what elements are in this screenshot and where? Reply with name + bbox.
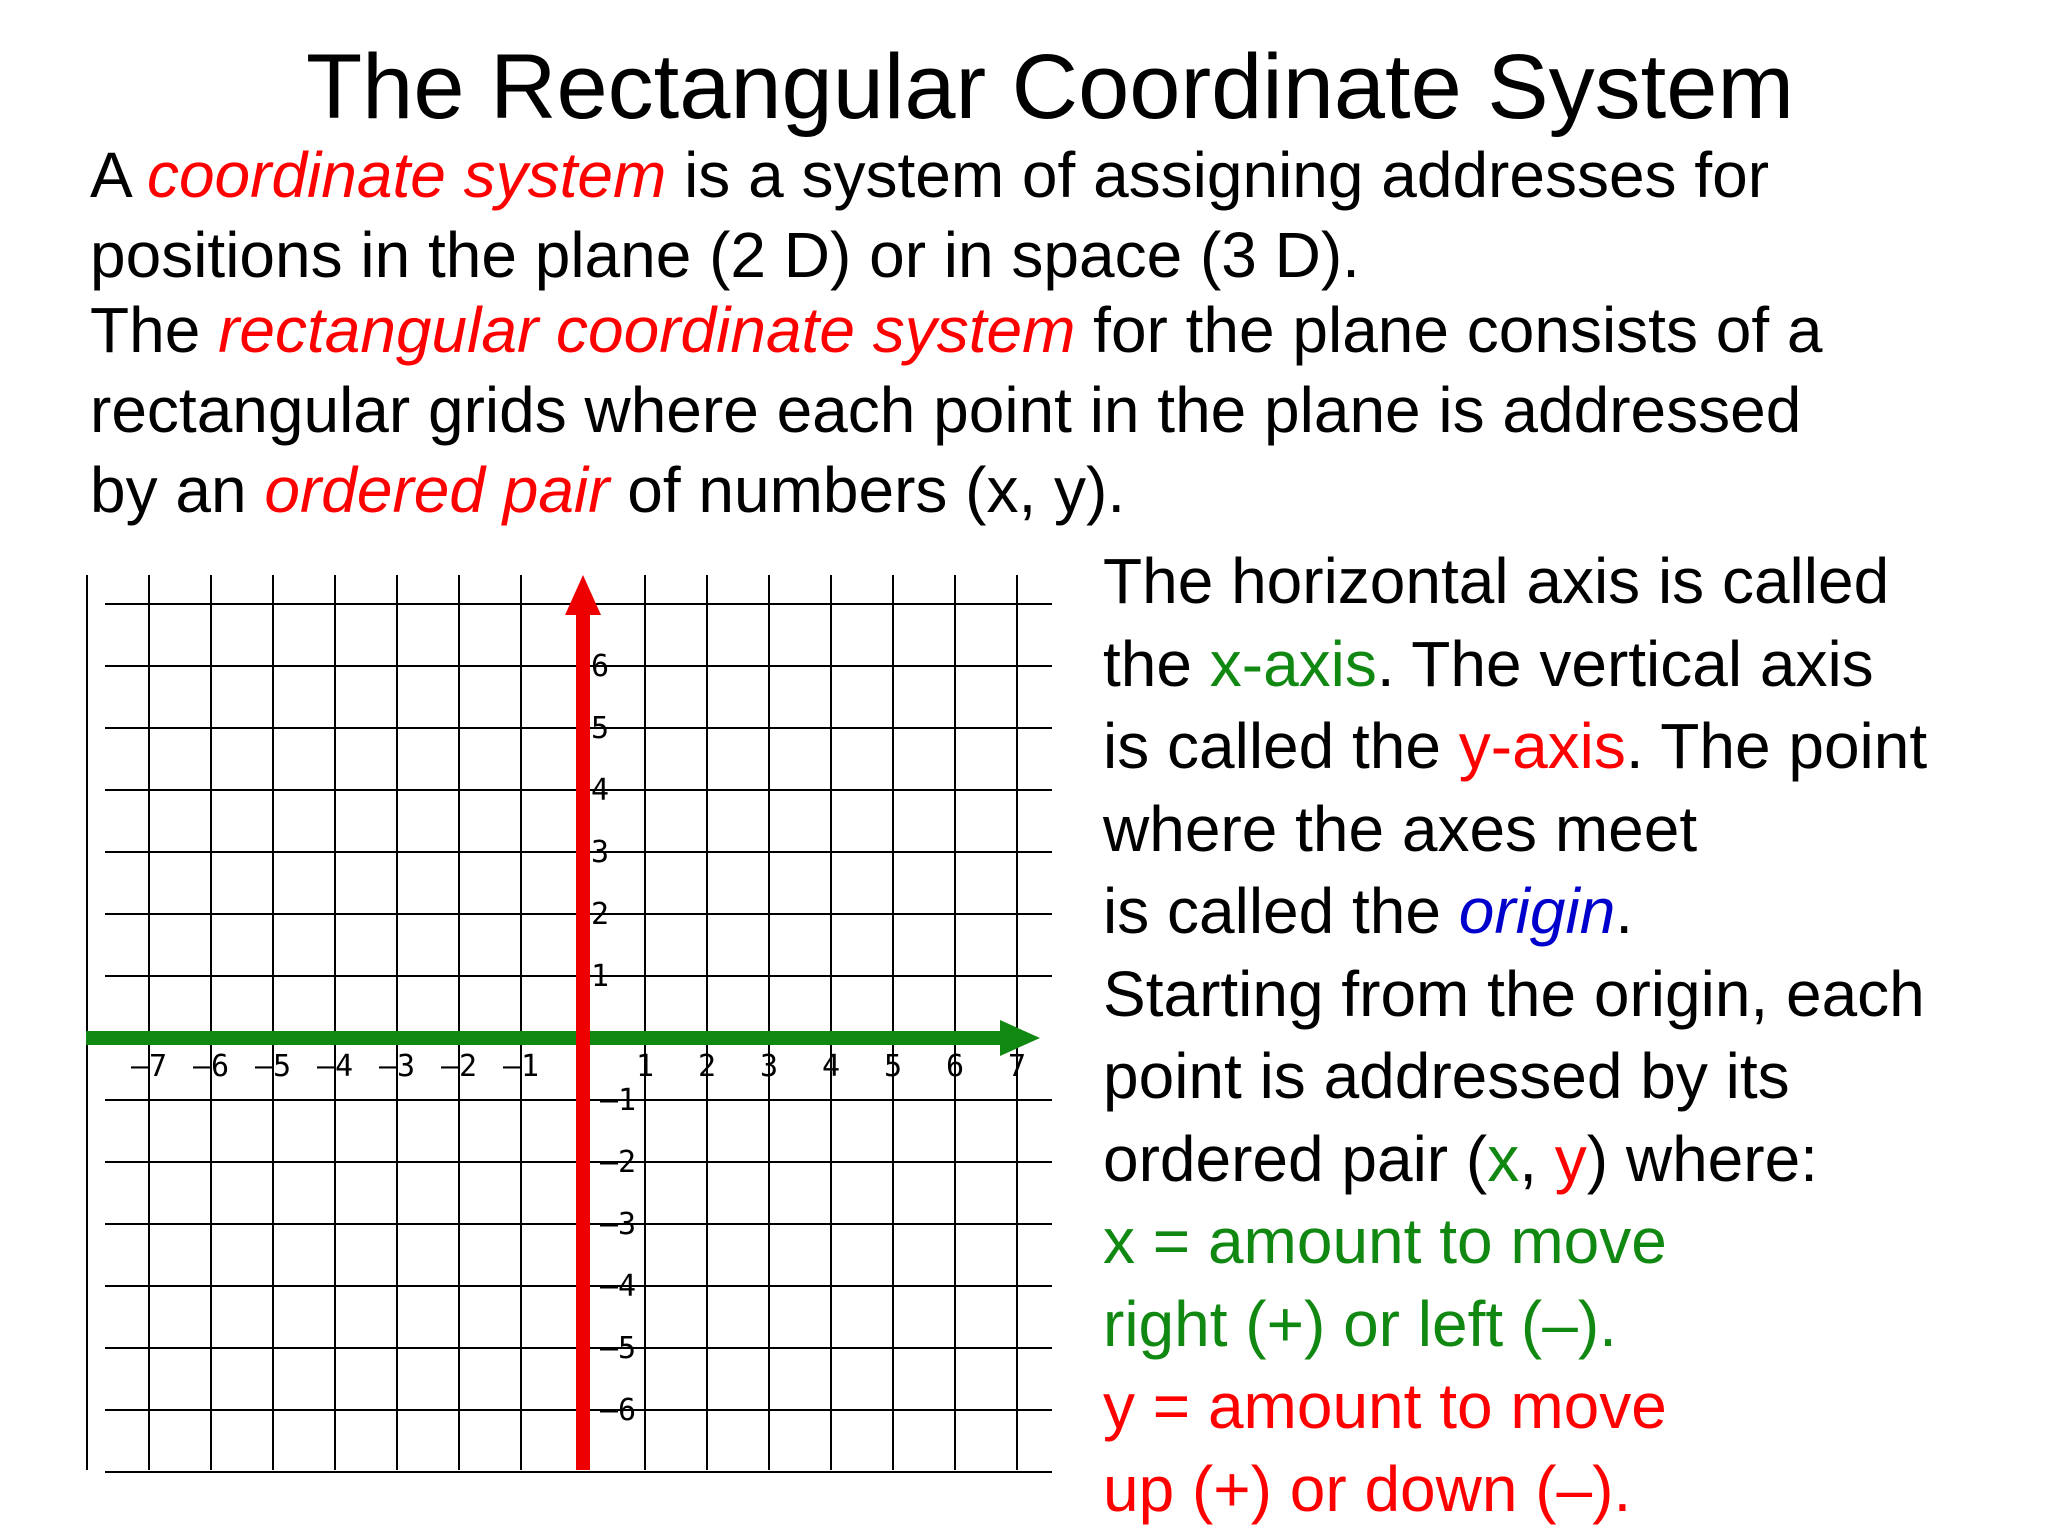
x-tick-label: –5 <box>254 1049 292 1084</box>
explain-line-7: point is addressed by its <box>1103 1040 1790 1112</box>
x-tick-label: –7 <box>130 1049 168 1084</box>
y-tick-label: 5 <box>591 711 610 746</box>
para1-line1: A coordinate system is a system of assigning addresses for <box>90 139 1769 211</box>
x-definition-line-1: x = amount to move <box>1103 1205 1667 1277</box>
x-tick-label: 1 <box>635 1049 655 1084</box>
y-tick-label: –1 <box>600 1083 637 1118</box>
y-tick-label: –6 <box>600 1393 637 1428</box>
y-tick-label: –3 <box>600 1207 637 1242</box>
x-tick-label: –1 <box>502 1049 540 1084</box>
para2-line2: rectangular grids where each point in the plane is addressed <box>90 374 1802 446</box>
y-tick-label: 1 <box>591 959 610 994</box>
x-tick-label: –6 <box>192 1049 230 1084</box>
x-tick-label: 3 <box>759 1049 779 1084</box>
axes-explanation <box>1103 540 1927 1530</box>
grid-lines <box>87 575 1052 1472</box>
x-tick-label: –4 <box>316 1049 354 1084</box>
pair-x: x <box>1487 1122 1520 1195</box>
explain-line-1: The horizontal axis is called <box>1103 545 1890 617</box>
term-y-axis: y-axis <box>1458 710 1626 782</box>
y-definition-line-2: up (+) or down (–). <box>1103 1452 1632 1525</box>
explain-line-2: the x-axis. The vertical axis <box>1103 627 1874 700</box>
explain-line-6: Starting from the origin, each <box>1103 957 1925 1030</box>
pair-y: y <box>1554 1122 1587 1195</box>
x-tick-label: 7 <box>1007 1049 1027 1084</box>
y-tick-label: 4 <box>591 773 610 808</box>
x-tick-label: –3 <box>378 1049 416 1084</box>
explain-line-8: ordered pair (x, y) where: <box>1103 1122 1818 1195</box>
x-tick-label: 6 <box>945 1049 965 1084</box>
y-tick-label: 6 <box>591 649 610 684</box>
x-tick-label: 4 <box>821 1049 841 1084</box>
term-x-axis: x-axis <box>1209 627 1377 700</box>
y-tick-label: 2 <box>591 897 610 932</box>
para2-line1: The rectangular coordinate system for the plane consists of a <box>90 294 1823 366</box>
term-ordered-pair: ordered pair <box>264 454 610 526</box>
term-rectangular-coordinate-system: rectangular coordinate system <box>218 294 1076 366</box>
y-tick-label: –2 <box>600 1145 637 1180</box>
x-tick-label: 2 <box>697 1049 717 1084</box>
y-tick-label: 3 <box>591 835 610 870</box>
x-definition-line-2: right (+) or left (–). <box>1103 1287 1617 1360</box>
x-tick-label: 5 <box>883 1049 903 1084</box>
y-tick-label: –4 <box>600 1269 637 1304</box>
x-tick-label: –2 <box>440 1049 478 1084</box>
explain-line-4: where the axes meet <box>1103 792 1698 865</box>
slide-title: The Rectangular Coordinate System <box>305 36 1795 138</box>
term-origin: origin <box>1458 875 1616 947</box>
explain-line-3: is called the y-axis. The point <box>1103 710 1928 782</box>
y-tick-label: –5 <box>600 1331 637 1366</box>
para1-line2: positions in the plane (2 D) or in space (3 D). <box>90 219 1360 291</box>
explain-line-5: is called the origin. <box>1103 875 1634 947</box>
para2-line3: by an ordered pair of numbers (x, y). <box>90 454 1126 526</box>
term-coordinate-system: coordinate system <box>146 139 667 211</box>
y-definition-line-1: y = amount to move <box>1103 1370 1667 1442</box>
y-axis-arrowhead <box>565 575 601 615</box>
